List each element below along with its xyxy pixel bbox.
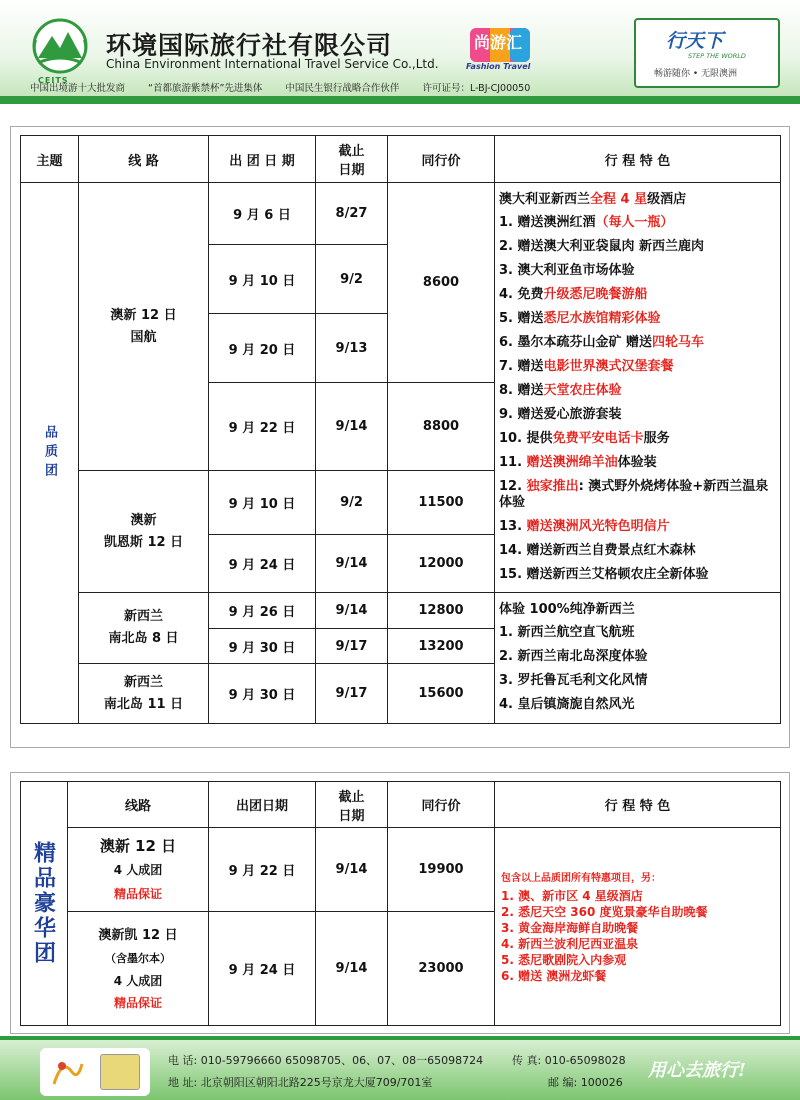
quality-tour-table <box>20 135 781 724</box>
page-footer <box>0 1036 800 1100</box>
route-line: 新西兰 <box>123 674 163 690</box>
features-list-b <box>499 621 776 717</box>
route-line: 精品保证 <box>113 995 162 1010</box>
feature-text: 15. 赠送新西兰艾格顿农庄全新体验 <box>499 566 709 582</box>
features-intro: 包含以上品质团所有特惠项目，另： <box>501 873 661 884</box>
logo-text: CEITS <box>38 76 69 85</box>
tagline <box>30 80 550 94</box>
route-line: 南北岛 8 日 <box>108 631 179 646</box>
footer-phone <box>168 1052 483 1068</box>
header-deadline-1: 截止 <box>338 144 365 159</box>
quality-tour-section <box>10 126 790 748</box>
feature-text: 电影世界澳式汉堡套餐 <box>543 358 674 374</box>
footer-slogan: 用心去旅行! <box>648 1060 746 1081</box>
table-header-row <box>21 782 781 828</box>
theme-cell <box>21 782 68 1026</box>
price-cell: 19900 <box>388 828 495 912</box>
features-cell <box>495 828 781 1026</box>
price-cell: 13200 <box>388 629 495 664</box>
route-cell <box>79 183 209 471</box>
address-value: 北京朝阳区朝阳北路225号京龙大厦709/701室 <box>200 1076 433 1089</box>
footer-badges <box>40 1048 150 1096</box>
theme-label: 精品豪华团 <box>30 841 57 966</box>
table-header-row <box>21 136 781 183</box>
feature-item: 5. 悉尼歌剧院入内参观 <box>501 953 627 967</box>
header-theme: 主题 <box>21 136 79 183</box>
date-cell: 9 月 22 日 <box>209 828 316 912</box>
australia-tourism-logo-icon <box>48 1054 88 1090</box>
route-line: 澳新 <box>130 512 157 528</box>
price-cell: 8600 <box>388 183 495 383</box>
price-cell: 12000 <box>388 535 495 593</box>
feature-item <box>499 539 776 563</box>
feature-text: 免费平安电话卡 <box>552 430 644 446</box>
feature-text: 四轮马车 <box>652 334 705 350</box>
feature-item <box>499 475 776 515</box>
deadline-cell: 9/2 <box>316 471 388 535</box>
date-cell: 9 月 30 日 <box>209 664 316 724</box>
feature-text: 14. 赠送新西兰自费景点红木森林 <box>499 542 696 558</box>
feature-text: 3. 澳大利亚鱼市场体验 <box>499 262 635 278</box>
route-line: 精品保证 <box>113 886 162 901</box>
route-line: 凯恩斯 12 日 <box>103 534 184 550</box>
tagline-item: 中国出境游十大批发商 <box>30 83 126 94</box>
features-list-a <box>499 211 776 587</box>
header-route: 线 路 <box>79 136 209 183</box>
fax-label: 传 真: <box>512 1054 542 1067</box>
route-line: 南北岛 11 日 <box>103 696 184 712</box>
deadline-cell: 9/14 <box>316 383 388 471</box>
price-cell: 15600 <box>388 664 495 724</box>
feature-text: 天堂农庄体验 <box>543 382 622 398</box>
deadline-cell: 9/13 <box>316 314 388 383</box>
header-route: 线路 <box>68 782 209 828</box>
feature-text: 12. <box>499 478 527 494</box>
features-head-text: 澳大利亚新西兰 <box>499 191 591 207</box>
feature-item <box>499 259 776 283</box>
feature-text: 升级悉尼晚餐游船 <box>543 286 648 302</box>
route-line: （含墨尔本） <box>105 951 171 965</box>
partner-badge-icon <box>100 1054 140 1090</box>
deadline-cell: 9/14 <box>316 535 388 593</box>
route-cell <box>79 471 209 593</box>
theme-label: 品质团 <box>42 424 57 482</box>
header-deadline <box>316 136 388 183</box>
features-cell-b <box>495 593 781 724</box>
deadline-cell: 9/14 <box>316 828 388 912</box>
feature-item: 1. 新西兰航空直飞航班 <box>499 625 635 640</box>
luxury-tour-section <box>10 772 790 1034</box>
xingtianxia-slogan: 畅游随你 • 无限澳洲 <box>654 69 738 79</box>
header-deadline-3: 日期 <box>338 808 365 824</box>
header-date: 出 团 日 期 <box>209 136 316 183</box>
date-cell: 9 月 24 日 <box>209 912 316 1026</box>
feature-text: 1. 赠送澳洲红酒 <box>499 214 596 230</box>
feature-text: 赠送澳洲风光特色明信片 <box>526 518 670 534</box>
deadline-cell: 9/17 <box>316 664 388 724</box>
date-cell: 9 月 10 日 <box>209 471 316 535</box>
company-name-cn: 环境国际旅行社有限公司 <box>106 31 393 60</box>
tagline-item: 许可证号：L-BJ-CJ00050 <box>422 83 531 94</box>
feature-text: 6. 墨尔本疏芬山金矿 赠送 <box>499 334 653 350</box>
feature-item <box>499 283 776 307</box>
feature-item <box>499 403 776 427</box>
tagline-item: “首都旅游紫禁杯”先进集体 <box>148 83 263 94</box>
feature-item <box>499 331 776 355</box>
price-cell: 12800 <box>388 593 495 629</box>
company-name-en: China Environment International Travel Service Co.,Ltd. <box>106 57 439 71</box>
header-features: 行 程 特 色 <box>495 136 781 183</box>
theme-cell <box>21 183 79 724</box>
zip-label: 邮 编: <box>548 1076 578 1089</box>
date-cell: 9 月 6 日 <box>209 183 316 245</box>
xingtianxia-box <box>634 18 780 88</box>
feature-text: 9. 赠送爱心旅游套装 <box>499 406 622 422</box>
feature-item: 4. 皇后镇旖旎自然风光 <box>499 697 635 712</box>
luxury-tour-table <box>20 781 781 1026</box>
route-line: 澳新 12 日 <box>99 836 177 855</box>
date-cell: 9 月 10 日 <box>209 245 316 314</box>
deadline-cell: 9/2 <box>316 245 388 314</box>
feature-text: 体验装 <box>617 454 657 470</box>
feature-text: 10. 提供 <box>499 430 553 446</box>
feature-item: 2. 新西兰南北岛深度体验 <box>499 649 648 664</box>
header-price: 同行价 <box>388 136 495 183</box>
brand-badge-sub: Fashion Travel <box>466 62 531 71</box>
feature-text: 11. <box>499 454 527 470</box>
deadline-cell: 9/14 <box>316 593 388 629</box>
phone-value: 010-59796660 65098705、06、07、08一65098724 <box>200 1054 484 1067</box>
feature-item: 4. 新西兰波利尼西亚温泉 <box>501 937 639 951</box>
date-cell: 9 月 24 日 <box>209 535 316 593</box>
page-header <box>0 0 800 104</box>
feature-item: 6. 赠送 澳洲龙虾餐 <box>501 969 607 983</box>
footer-fax <box>512 1052 626 1068</box>
deadline-cell: 9/14 <box>316 912 388 1026</box>
tagline-item: 中国民生银行战略合作伙伴 <box>285 83 400 94</box>
feature-item <box>499 515 776 539</box>
feature-item: 3. 黄金海岸海鲜自助晚餐 <box>501 921 639 935</box>
xingtianxia-logo: 行天下 <box>666 30 724 52</box>
header-deadline-char: 截 <box>338 789 352 805</box>
feature-text: 悉尼水族馆精彩体验 <box>543 310 661 326</box>
header-deadline-2: 日期 <box>338 163 365 178</box>
header-deadline <box>316 782 388 828</box>
route-line: 澳新凯 12 日 <box>98 927 178 943</box>
feature-item: 3. 罗托鲁瓦毛利文化风情 <box>499 673 648 688</box>
header-band <box>0 96 800 104</box>
route-line: 新西兰 <box>123 609 163 624</box>
header-date: 出团日期 <box>209 782 316 828</box>
zip-value: 100026 <box>580 1076 623 1089</box>
features-head-text: 级酒店 <box>647 191 687 207</box>
price-cell: 11500 <box>388 471 495 535</box>
feature-item <box>499 307 776 331</box>
feature-text: 8. 赠送 <box>499 382 544 398</box>
feature-item <box>499 451 776 475</box>
deadline-cell: 9/17 <box>316 629 388 664</box>
feature-item <box>499 355 776 379</box>
table-row <box>21 593 781 629</box>
feature-item <box>499 427 776 451</box>
features-head <box>499 189 776 211</box>
date-cell: 9 月 20 日 <box>209 314 316 383</box>
deadline-cell: 8/27 <box>316 183 388 245</box>
feature-text: 独家推出 <box>526 478 579 494</box>
route-cell <box>68 912 209 1026</box>
feature-text: 13. <box>499 518 527 534</box>
feature-text: 7. 赠送 <box>499 358 544 374</box>
header-price: 同行价 <box>388 782 495 828</box>
features-head: 体验 100%纯净新西兰 <box>499 602 635 617</box>
feature-item <box>499 563 776 587</box>
date-cell: 9 月 26 日 <box>209 593 316 629</box>
route-cell <box>79 664 209 724</box>
table-row <box>21 183 781 245</box>
route-line: 4 人成团 <box>113 862 163 877</box>
route-line: 澳新 12 日 <box>110 307 177 323</box>
route-line: 国航 <box>130 329 157 345</box>
feature-item: 1. 澳、新市区 4 星级酒店 <box>501 889 643 903</box>
header-deadline-1 <box>316 786 387 805</box>
feature-text: 5. 赠送 <box>499 310 544 326</box>
features-head-highlight: 全程 4 星 <box>590 191 648 207</box>
route-line: 4 人成团 <box>113 973 163 988</box>
fax-value: 010-65098028 <box>544 1054 626 1067</box>
feature-item <box>499 211 776 235</box>
price-cell: 23000 <box>388 912 495 1026</box>
feature-text: 4. 免费 <box>499 286 544 302</box>
feature-item <box>499 235 776 259</box>
header-deadline-char: 止 <box>351 789 365 805</box>
features-cell-a <box>495 183 781 593</box>
feature-item: 2. 悉尼天空 360 度览景豪华自助晚餐 <box>501 905 708 919</box>
date-cell: 9 月 30 日 <box>209 629 316 664</box>
feature-text: 服务 <box>643 430 670 446</box>
footer-address <box>168 1074 432 1090</box>
feature-text: 赠送澳洲绵羊油 <box>526 454 618 470</box>
xingtianxia-en: STEP THE WORLD <box>688 52 746 60</box>
route-cell <box>68 828 209 912</box>
feature-text: （每人一瓶） <box>595 214 674 230</box>
table-row <box>21 828 781 912</box>
price-cell: 8800 <box>388 383 495 471</box>
phone-label: 电 话: <box>168 1054 198 1067</box>
features-list-c <box>501 888 774 984</box>
ceits-logo-icon <box>30 18 90 80</box>
route-cell <box>79 593 209 664</box>
header-features: 行 程 特 色 <box>495 782 781 828</box>
date-cell: 9 月 22 日 <box>209 383 316 471</box>
feature-text: : 澳式野外烧烤体验+新西兰温泉体验 <box>499 478 769 510</box>
footer-zip <box>548 1074 623 1090</box>
address-label: 地 址: <box>168 1076 198 1089</box>
feature-text: 2. 赠送澳大利亚袋鼠肉 新西兰鹿肉 <box>499 238 705 254</box>
brand-badge-text: 尚游汇 <box>474 33 523 52</box>
feature-item <box>499 379 776 403</box>
